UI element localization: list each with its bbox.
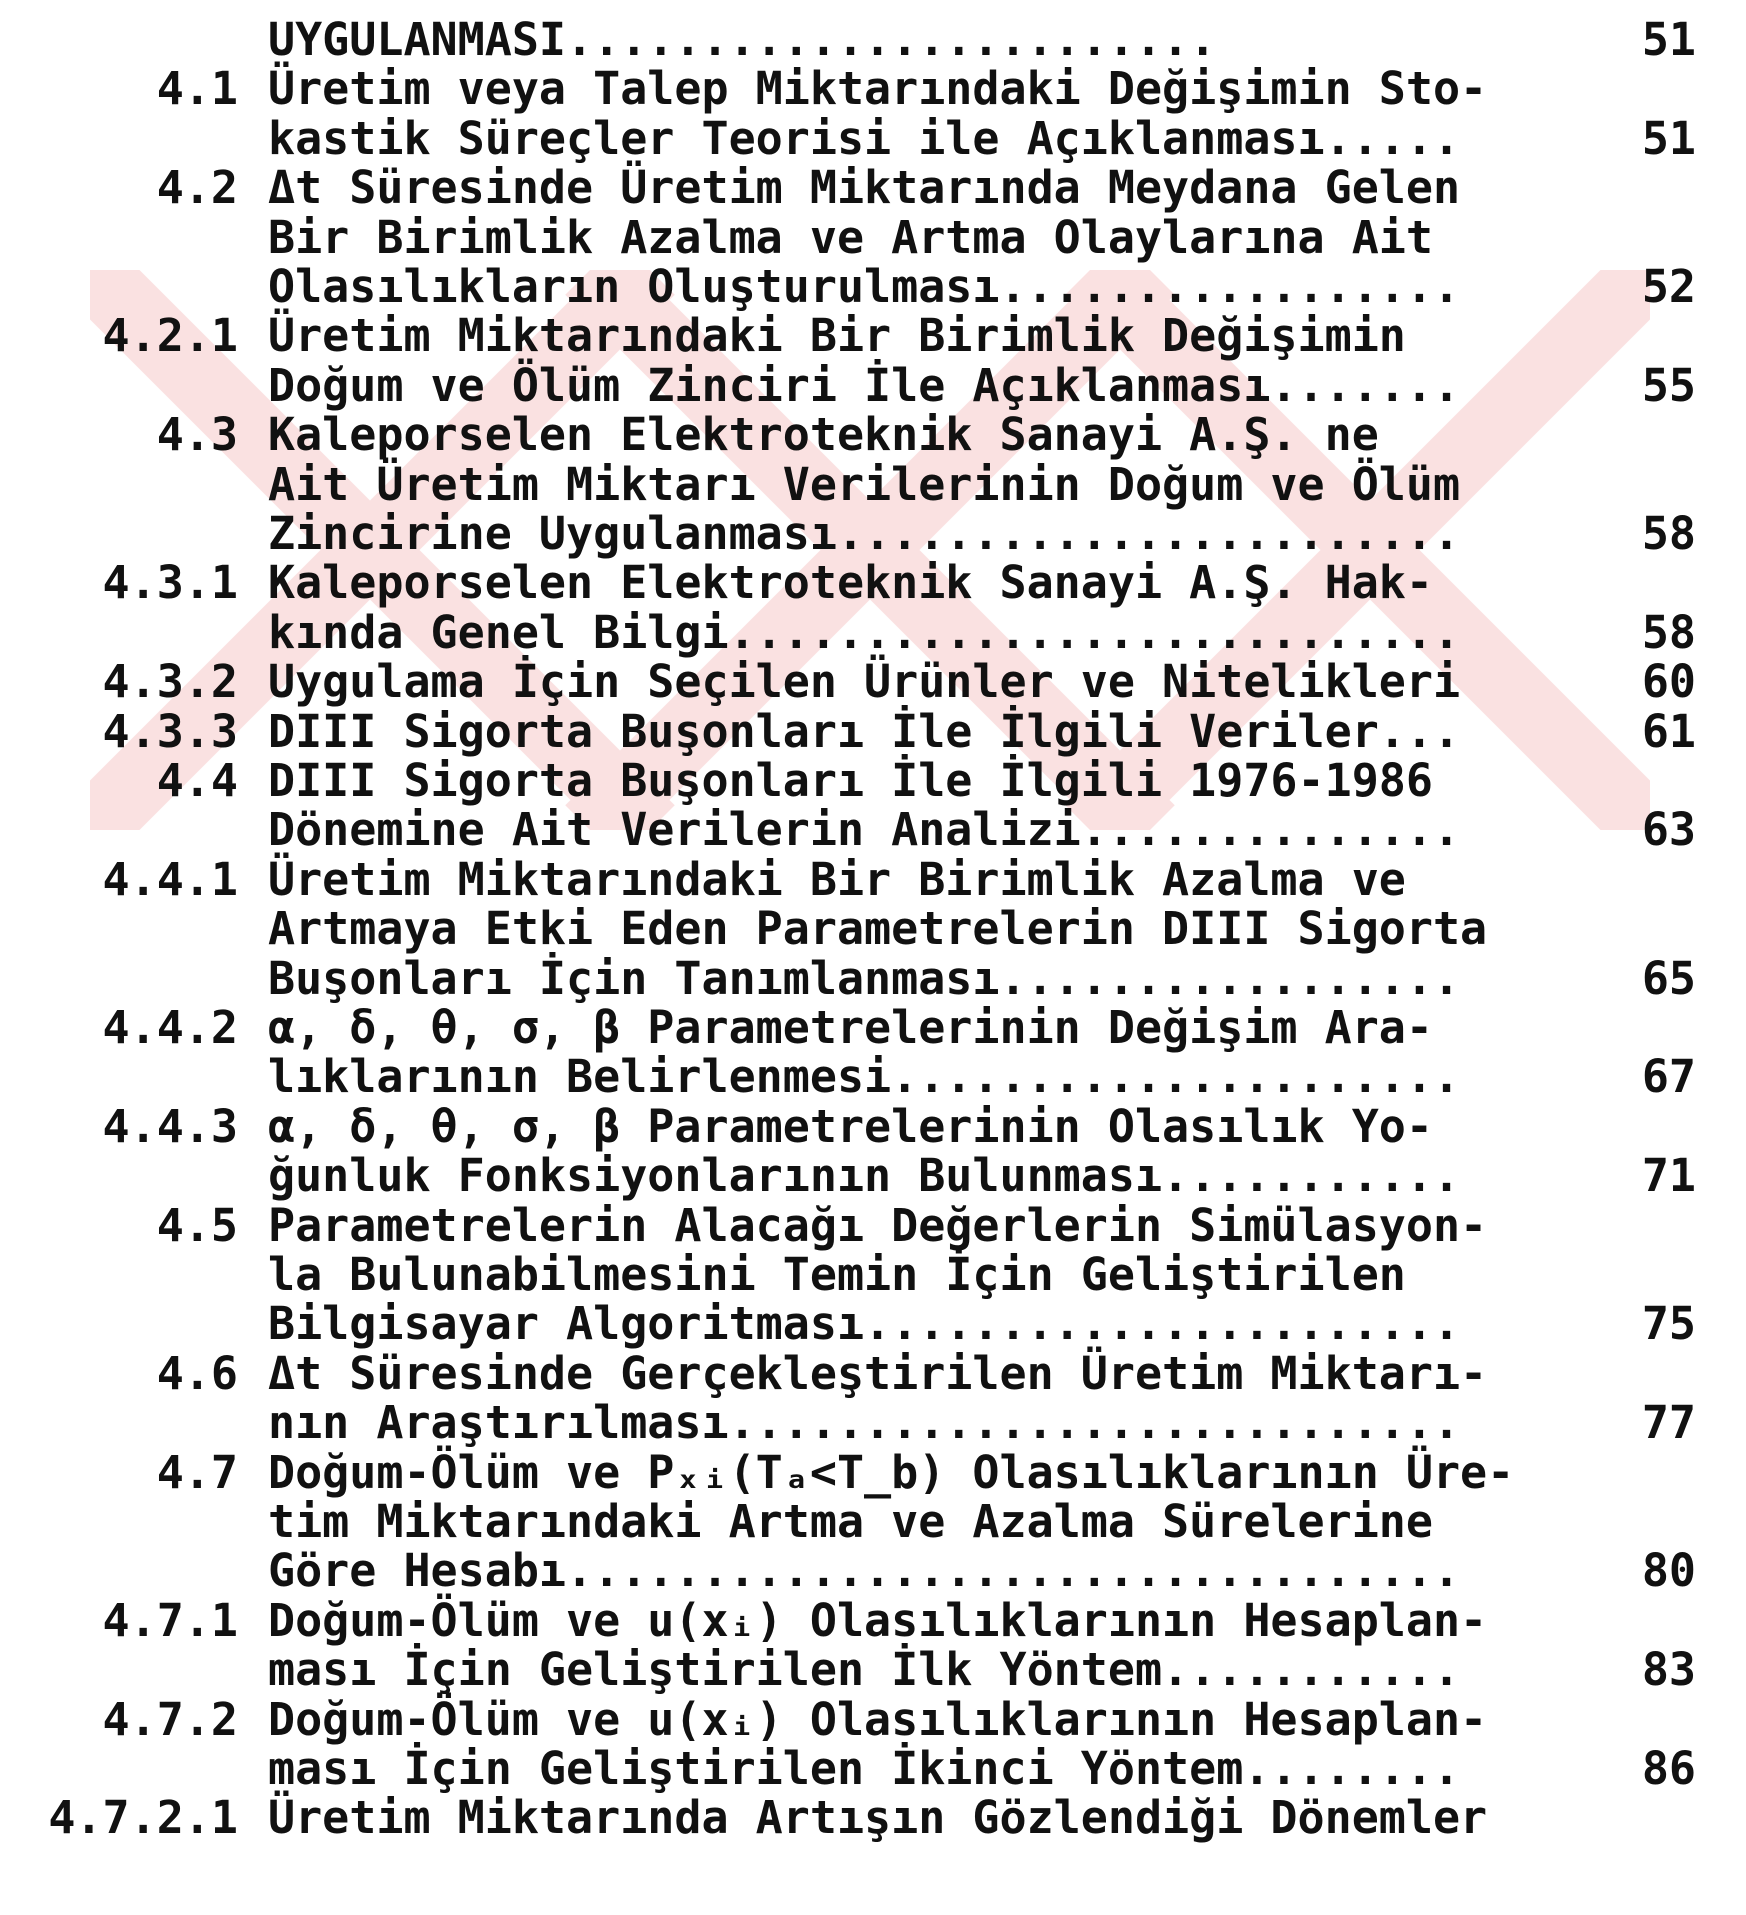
entry-title-line: DIII Sigorta Buşonları İle İlgili Veriler... bbox=[268, 704, 1461, 758]
entry-title-line: Olasılıkların Oluşturulması................. bbox=[268, 260, 1461, 313]
entry-title-line: UYGULANMASI........................ bbox=[268, 13, 1217, 66]
section-number: 4.6 bbox=[156, 1346, 238, 1400]
entry-title-line: Δt Süresinde Gerçekleştirilen Üretim Miktarı- bbox=[268, 1346, 1488, 1400]
page-number: 86 bbox=[1641, 1742, 1696, 1795]
section-number: 4.7.1 bbox=[102, 1593, 238, 1647]
toc-line bbox=[0, 1099, 1746, 1153]
section-number: 4.4 bbox=[156, 754, 238, 807]
page-number: 63 bbox=[1641, 803, 1696, 857]
entry-title-line: tim Miktarındaki Artma ve Azalma Sürelerine bbox=[268, 1495, 1433, 1548]
section-number: 4.3.2 bbox=[102, 655, 238, 709]
toc-line bbox=[0, 1198, 1746, 1252]
entry-title-line: kında Genel Bilgi........................... bbox=[268, 605, 1461, 659]
page-number: 52 bbox=[1641, 260, 1696, 313]
entry-title-line: lıklarının Belirlenmesi..................... bbox=[268, 1050, 1461, 1104]
entry-title-line: α, δ, θ, σ, β Parametrelerinin Değişim Ara- bbox=[268, 1001, 1433, 1054]
section-number: 4.7.2 bbox=[102, 1692, 238, 1746]
page-number: 67 bbox=[1641, 1050, 1696, 1104]
page-number: 75 bbox=[1641, 1297, 1696, 1351]
toc-line bbox=[0, 1546, 1746, 1596]
toc-line bbox=[0, 1692, 1746, 1746]
entry-title-line: Bilgisayar Algoritması...................... bbox=[268, 1297, 1461, 1351]
entry-title-line: ğunluk Fonksiyonlarının Bulunması........... bbox=[268, 1149, 1461, 1203]
entry-title-line: Dönemine Ait Verilerin Analizi.............. bbox=[268, 803, 1461, 857]
page-number: 77 bbox=[1641, 1396, 1696, 1450]
section-number: 4.2 bbox=[156, 161, 238, 215]
page-number: 83 bbox=[1641, 1643, 1696, 1697]
toc-line bbox=[0, 15, 1746, 65]
entry-title-line: Kaleporselen Elektroteknik Sanayi A.Ş. ne bbox=[268, 408, 1379, 462]
page-number: 80 bbox=[1641, 1544, 1696, 1598]
section-number: 4.3.1 bbox=[102, 556, 238, 610]
entry-title-line: Artmaya Etki Eden Parametrelerin DIII Sigorta bbox=[268, 902, 1488, 956]
entry-title-line: Doğum-Ölüm ve Pₓᵢ(Tₐ<T_b) Olasılıklarının Üre- bbox=[268, 1445, 1515, 1499]
toc-line bbox=[0, 605, 1746, 659]
section-number: 4.7 bbox=[156, 1445, 238, 1499]
toc-line bbox=[0, 1151, 1746, 1201]
entry-title-line: Zincirine Uygulanması....................... bbox=[268, 507, 1461, 560]
section-number: 4.4.2 bbox=[102, 1001, 238, 1054]
toc-line bbox=[0, 1497, 1746, 1547]
entry-title-line: Δt Süresinde Üretim Miktarında Meydana Gelen bbox=[268, 161, 1461, 215]
entry-title-line: Üretim veya Talep Miktarındaki Değişimin Sto- bbox=[268, 62, 1488, 116]
entry-title-line: Göre Hesabı................................. bbox=[268, 1544, 1461, 1598]
toc-line bbox=[0, 358, 1746, 412]
page-number: 60 bbox=[1641, 655, 1696, 709]
toc-line bbox=[0, 657, 1746, 707]
toc-line bbox=[0, 1593, 1746, 1647]
page-number: 58 bbox=[1641, 507, 1696, 560]
entry-title-line: Buşonları İçin Tanımlanması................. bbox=[268, 951, 1461, 1005]
section-number: 4.4.1 bbox=[102, 852, 238, 906]
section-number: 4.1 bbox=[156, 62, 238, 116]
toc-line bbox=[0, 558, 1746, 608]
toc-line bbox=[0, 1250, 1746, 1300]
entry-title-line: Doğum ve Ölüm Zinciri İle Açıklanması....... bbox=[268, 358, 1461, 412]
toc-line bbox=[0, 904, 1746, 954]
toc-line bbox=[0, 457, 1746, 511]
page-number: 51 bbox=[1641, 13, 1696, 66]
toc-line bbox=[0, 210, 1746, 264]
toc-line bbox=[0, 1645, 1746, 1695]
toc-line bbox=[0, 410, 1746, 460]
toc-line bbox=[0, 311, 1746, 361]
entry-title-line: nın Araştırılması........................... bbox=[268, 1396, 1461, 1450]
page-number: 71 bbox=[1641, 1149, 1696, 1203]
page-number: 65 bbox=[1641, 951, 1696, 1005]
page-number: 61 bbox=[1641, 704, 1696, 758]
entry-title-line: Üretim Miktarındaki Bir Birimlik Azalma ve bbox=[268, 852, 1406, 906]
entry-title-line: Uygulama İçin Seçilen Ürünler ve Nitelikleri bbox=[268, 655, 1461, 709]
entry-title-line: Bir Birimlik Azalma ve Artma Olaylarına Ait bbox=[268, 210, 1433, 264]
entry-title-line: Üretim Miktarındaki Bir Birimlik Değişimin bbox=[268, 309, 1406, 363]
section-number: 4.5 bbox=[156, 1198, 238, 1252]
toc-line bbox=[0, 951, 1746, 1005]
section-number: 4.3 bbox=[156, 408, 238, 462]
toc-line bbox=[0, 1346, 1746, 1400]
entry-title-line: Ait Üretim Miktarı Verilerinin Doğum ve Ölüm bbox=[268, 457, 1461, 511]
toc-line bbox=[0, 1793, 1746, 1843]
entry-title-line: Parametrelerin Alacağı Değerlerin Simülasyon- bbox=[268, 1198, 1488, 1252]
toc-line bbox=[0, 704, 1746, 758]
toc-line bbox=[0, 756, 1746, 806]
entry-title-line: Kaleporselen Elektroteknik Sanayi A.Ş. Hak- bbox=[268, 556, 1433, 610]
toc-line bbox=[0, 111, 1746, 165]
toc-line bbox=[0, 1744, 1746, 1794]
section-number: 4.2.1 bbox=[102, 309, 238, 363]
entry-title-line: α, δ, θ, σ, β Parametrelerinin Olasılık Yo- bbox=[268, 1099, 1433, 1153]
entry-title-line: ması İçin Geliştirilen İkinci Yöntem........ bbox=[268, 1742, 1461, 1795]
toc-line bbox=[0, 64, 1746, 114]
page-number: 51 bbox=[1641, 111, 1696, 165]
entry-title-line: kastik Süreçler Teorisi ile Açıklanması..... bbox=[268, 111, 1461, 165]
toc-line bbox=[0, 1398, 1746, 1448]
page-number: 58 bbox=[1641, 605, 1696, 659]
toc-line bbox=[0, 1003, 1746, 1053]
entry-title-line: Doğum-Ölüm ve u(xᵢ) Olasılıklarının Hesaplan- bbox=[268, 1692, 1488, 1746]
toc-line bbox=[0, 805, 1746, 855]
entry-title-line: la Bulunabilmesini Temin İçin Geliştirilen bbox=[268, 1248, 1406, 1301]
entry-title-line: DIII Sigorta Buşonları İle İlgili 1976-1986 bbox=[268, 754, 1433, 807]
page-number: 55 bbox=[1641, 358, 1696, 412]
entry-title-line: Üretim Miktarında Artışın Gözlendiği Dönemler bbox=[268, 1791, 1488, 1845]
toc-line bbox=[0, 1052, 1746, 1102]
section-number: 4.7.2.1 bbox=[48, 1791, 238, 1845]
toc-line bbox=[0, 509, 1746, 559]
toc-line bbox=[0, 852, 1746, 906]
section-number: 4.4.3 bbox=[102, 1099, 238, 1153]
entry-title-line: Doğum-Ölüm ve u(xᵢ) Olasılıklarının Hesaplan- bbox=[268, 1593, 1488, 1647]
entry-title-line: ması İçin Geliştirilen İlk Yöntem........... bbox=[268, 1643, 1461, 1697]
toc-line bbox=[0, 163, 1746, 213]
toc-line bbox=[0, 1445, 1746, 1499]
toc-line bbox=[0, 262, 1746, 312]
section-number: 4.3.3 bbox=[102, 704, 238, 758]
toc-line bbox=[0, 1299, 1746, 1349]
